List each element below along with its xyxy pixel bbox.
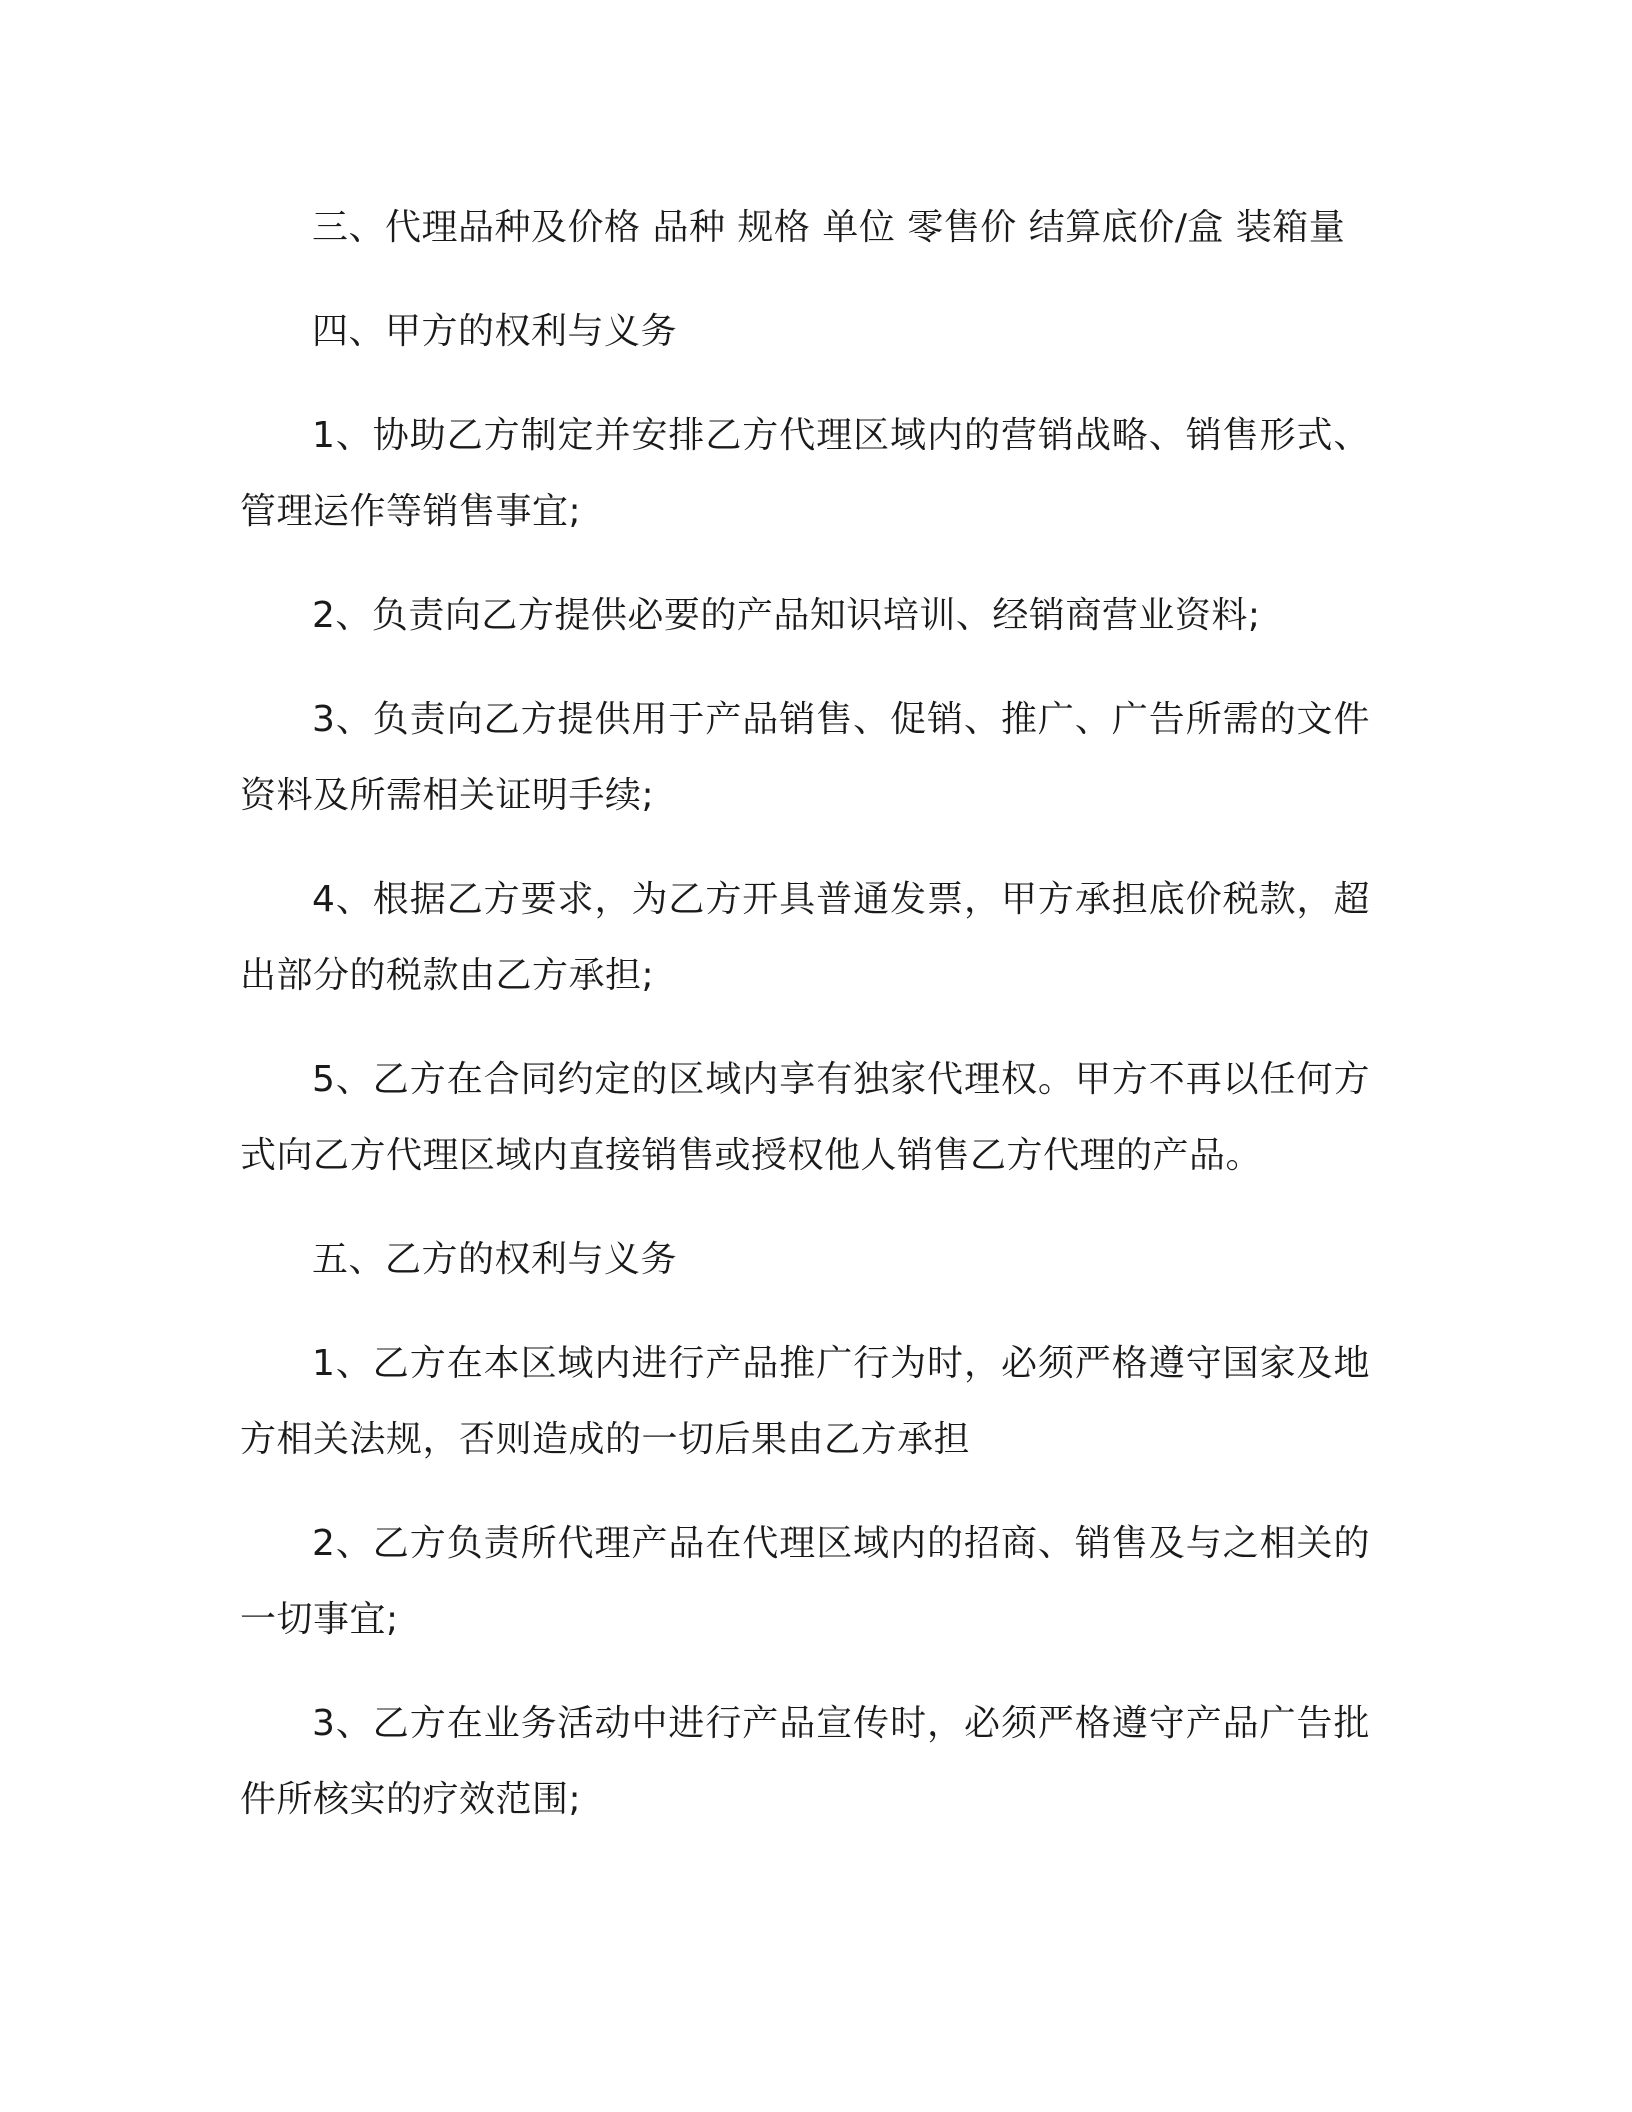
party-a-clause-5: 5、乙方在合同约定的区域内享有独家代理权。甲方不再以任何方式向乙方代理区域内直接销售或授权他人销售乙方代理的产品。 — [240, 1059, 1370, 1176]
party-b-clause-1: 1、乙方在本区域内进行产品推广行为时，必须严格遵守国家及地方相关法规，否则造成的一切后果由乙方承担 — [240, 1343, 1370, 1460]
party-a-clause-4: 4、根据乙方要求，为乙方开具普通发票，甲方承担底价税款，超出部分的税款由乙方承担; — [240, 879, 1370, 996]
document-body — [240, 190, 1370, 1866]
party-a-clause-1: 1、协助乙方制定并安排乙方代理区域内的营销战略、销售形式、管理运作等销售事宜; — [240, 415, 1370, 532]
party-b-clause-2: 2、乙方负责所代理产品在代理区域内的招商、销售及与之相关的一切事宜; — [240, 1523, 1370, 1640]
section-heading-party-a: 四、甲方的权利与义务 — [312, 311, 678, 352]
section-heading-party-b: 五、乙方的权利与义务 — [312, 1239, 678, 1280]
section-heading-products-prices: 三、代理品种及价格 品种 规格 单位 零售价 结算底价/盒 装箱量 — [312, 207, 1346, 248]
party-a-clause-2: 2、负责向乙方提供必要的产品知识培训、经销商营业资料; — [312, 595, 1261, 636]
party-b-clause-3: 3、乙方在业务活动中进行产品宣传时，必须严格遵守产品广告批件所核实的疗效范围; — [240, 1703, 1370, 1820]
party-a-clause-3: 3、负责向乙方提供用于产品销售、促销、推广、广告所需的文件资料及所需相关证明手续; — [240, 699, 1370, 816]
